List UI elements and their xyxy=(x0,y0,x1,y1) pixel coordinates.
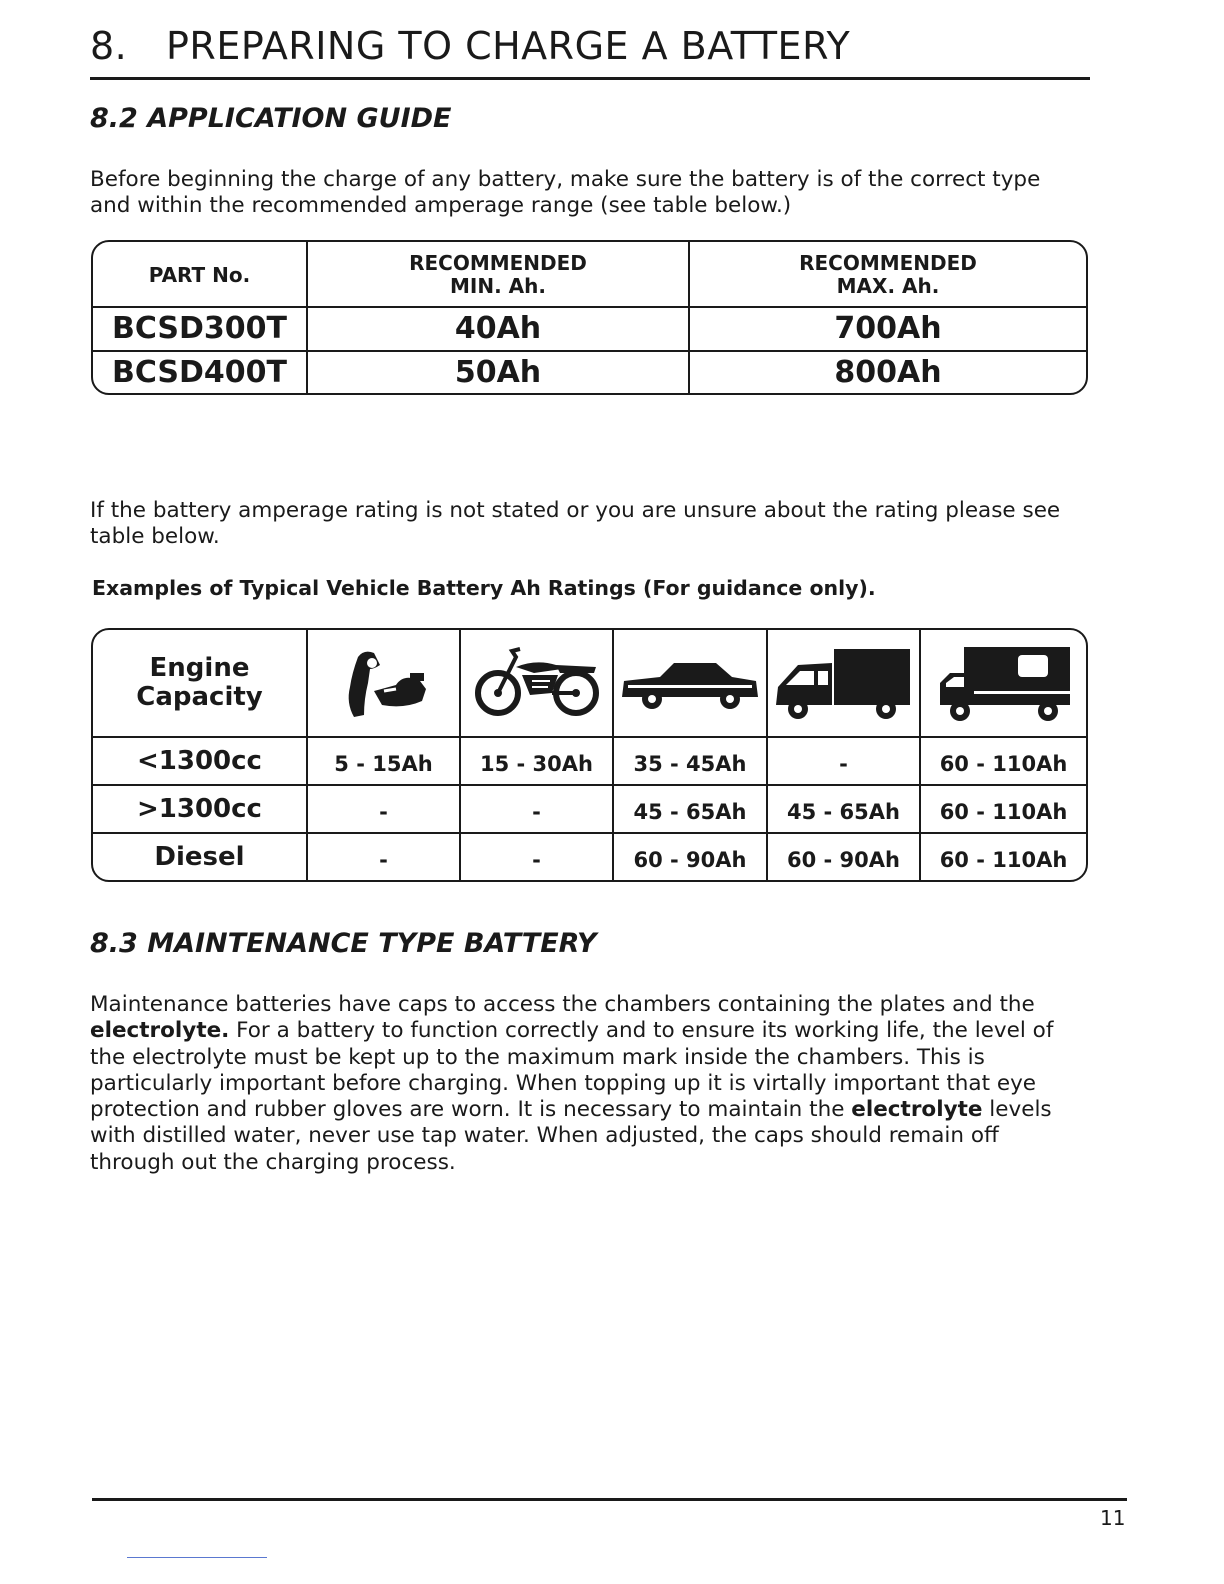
footer-rule xyxy=(92,1498,1127,1501)
maintenance-heading: 8.3 MAINTENANCE TYPE BATTERY xyxy=(90,928,597,959)
ah-range: 45 - 65Ah xyxy=(767,785,920,833)
motorcycle-column xyxy=(460,630,613,737)
unsure-rating-text xyxy=(90,498,1100,551)
examples-caption: Examples of Typical Vehicle Battery Ah Ratings (For guidance only). xyxy=(92,576,876,600)
header-min-ah: RECOMMENDED MIN. Ah. xyxy=(307,242,689,307)
decorative-line xyxy=(127,1557,267,1558)
table-row xyxy=(93,785,1086,833)
vehicle-ah-table xyxy=(91,628,1088,882)
page-number: 11 xyxy=(1100,1506,1126,1530)
electrolyte-term: electrolyte. xyxy=(90,1018,230,1044)
row-label: <1300cc xyxy=(93,737,307,785)
recommended-ah-table xyxy=(91,240,1088,395)
ah-range: 5 - 15Ah xyxy=(307,737,460,785)
max-ah-value: 700Ah xyxy=(689,307,1086,351)
max-ah-value: 800Ah xyxy=(689,351,1086,393)
min-ah-value: 50Ah xyxy=(307,351,689,393)
min-ah-value: 40Ah xyxy=(307,307,689,351)
vehicle-header-row xyxy=(93,630,1086,737)
ah-range: 15 - 30Ah xyxy=(460,737,613,785)
car-column xyxy=(613,630,767,737)
application-intro xyxy=(90,167,1100,220)
ah-range: 60 - 110Ah xyxy=(920,785,1086,833)
page-title xyxy=(90,24,1090,68)
motorhome-column xyxy=(920,630,1086,737)
table-row xyxy=(93,833,1086,880)
ah-range: - xyxy=(460,785,613,833)
row-label: >1300cc xyxy=(93,785,307,833)
table-row xyxy=(93,737,1086,785)
part-number: BCSD300T xyxy=(93,307,307,351)
scooter-column xyxy=(307,630,460,737)
ah-range: 45 - 65Ah xyxy=(613,785,767,833)
van-icon xyxy=(774,643,914,723)
ah-range: - xyxy=(307,785,460,833)
section-number: 8. xyxy=(90,24,128,68)
ah-range: - xyxy=(767,737,920,785)
title-rule xyxy=(90,77,1090,80)
ah-range: - xyxy=(460,833,613,880)
motorhome-icon xyxy=(934,643,1074,723)
header-part-no: PART No. xyxy=(93,242,307,307)
ah-range: 60 - 90Ah xyxy=(767,833,920,880)
section-title: PREPARING TO CHARGE A BATTERY xyxy=(166,24,851,68)
ah-range: 35 - 45Ah xyxy=(613,737,767,785)
part-number: BCSD400T xyxy=(93,351,307,393)
application-guide-heading: 8.2 APPLICATION GUIDE xyxy=(90,103,452,134)
van-column xyxy=(767,630,920,737)
intro-line-1: Before beginning the charge of any battery, make sure the battery is of the correct type xyxy=(90,167,1041,192)
table-row xyxy=(93,351,1086,393)
unsure-line-2: table below. xyxy=(90,524,220,550)
ah-range: 60 - 110Ah xyxy=(920,737,1086,785)
row-label: Diesel xyxy=(93,833,307,880)
ah-range: 60 - 90Ah xyxy=(613,833,767,880)
table-header-row xyxy=(93,242,1086,307)
maintenance-text: Maintenance batteries have caps to access the chambers containing the plates and the electrolyte. For a battery to function correctly and to ensure its working life, the level of the electrolyte must be kept up to the maximum mark inside the chambers. This is particularly important before charging. When topping up it is virtally important that eye protection and rubber gloves are worn. It is necessary to maintain the electrolyte levels with distilled water, never use tap water. When adjusted, the caps should remain off through out the charging process. xyxy=(90,992,1054,1175)
ah-range: - xyxy=(307,833,460,880)
car-icon xyxy=(620,653,760,713)
intro-line-2: and within the recommended amperage range (see table below.) xyxy=(90,193,792,219)
motorcycle-icon xyxy=(472,643,602,723)
electrolyte-term: electrolyte xyxy=(851,1097,983,1123)
table-row xyxy=(93,307,1086,351)
header-max-ah: RECOMMENDED MAX. Ah. xyxy=(689,242,1086,307)
engine-capacity-header: Engine Capacity xyxy=(93,630,307,737)
ah-range: 60 - 110Ah xyxy=(920,833,1086,880)
unsure-line-1: If the battery amperage rating is not stated or you are unsure about the rating please see xyxy=(90,498,1061,523)
scooter-icon xyxy=(334,643,434,723)
